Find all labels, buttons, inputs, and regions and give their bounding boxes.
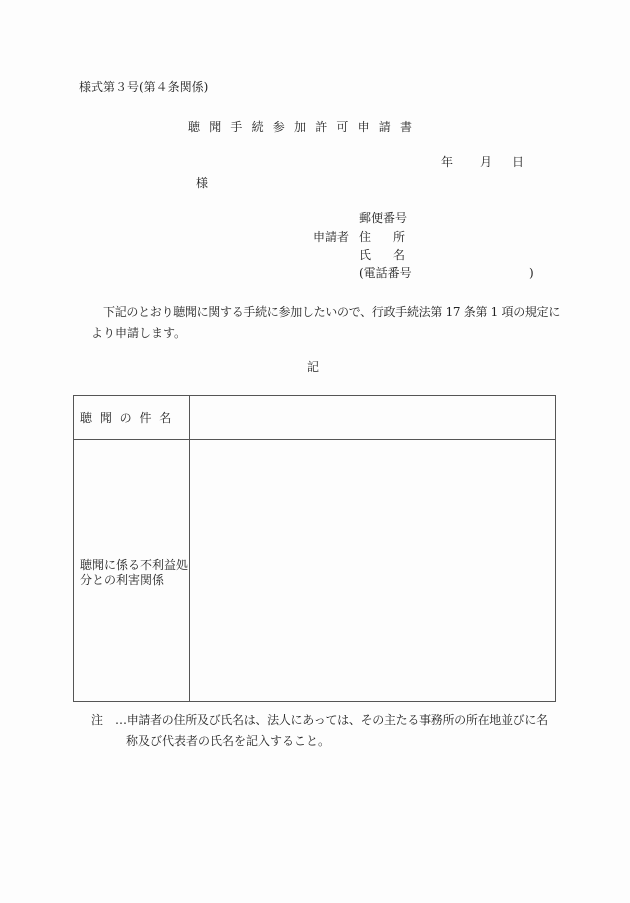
phone-label: (電話番号: [359, 266, 412, 280]
hearing-subject-field[interactable]: [191, 396, 555, 439]
name-label-2: 名: [393, 248, 406, 262]
ki-heading: 記: [307, 360, 320, 374]
date-month-label: 月: [480, 155, 493, 169]
phone-close-paren: ): [529, 266, 534, 280]
date-day-label: 日: [512, 155, 525, 169]
table-row-divider: [74, 439, 555, 440]
body-line-1: 下記のとおり聴聞に関する手続に参加したいので、行政手続法第 17 条第 1 項の規定に: [103, 305, 561, 319]
address-label-1: 住: [359, 230, 372, 244]
interest-relation-field[interactable]: [191, 441, 555, 701]
note-marker: 注: [91, 713, 104, 727]
name-label-1: 氏: [359, 248, 372, 262]
postal-code-label: 郵便番号: [359, 211, 408, 225]
addressee-suffix: 様: [196, 176, 209, 190]
page-title: 聴聞手続参加許可申請書: [188, 120, 422, 134]
interest-relation-label-line-2: 分との利害関係: [80, 573, 165, 587]
form-number: 様式第３号(第４条関係): [79, 80, 209, 94]
interest-relation-label-line-1: 聴聞に係る不利益処: [80, 558, 189, 572]
note-line-1: …申請者の住所及び氏名は、法人にあっては、その主たる事務所の所在地並びに名: [115, 713, 548, 727]
application-table: [73, 395, 556, 702]
date-year-label: 年: [441, 155, 454, 169]
note-line-2: 称及び代表者の氏名を記入すること。: [126, 734, 331, 748]
body-line-2: より申請します。: [91, 326, 187, 340]
hearing-subject-label: 聴 聞 の 件 名: [80, 411, 174, 425]
address-label-2: 所: [393, 230, 406, 244]
table-column-divider: [189, 396, 190, 701]
applicant-label: 申請者: [313, 230, 350, 244]
